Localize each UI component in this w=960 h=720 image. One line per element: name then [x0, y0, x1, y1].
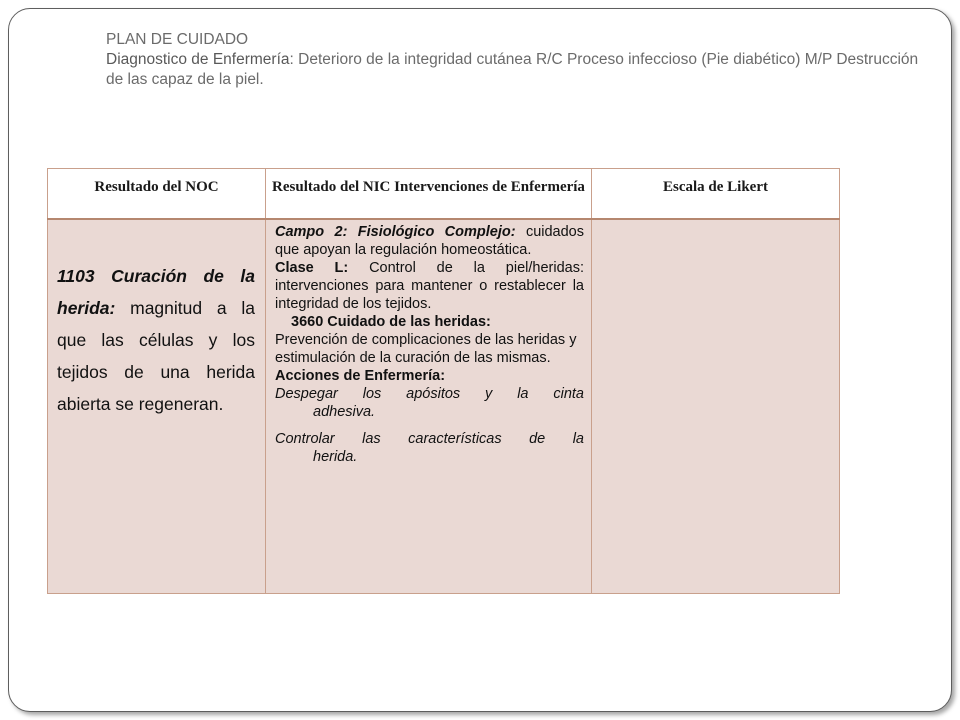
nic-action-1-line-2: adhesiva. [313, 403, 376, 420]
nic-clase-label: Clase L: [275, 259, 349, 276]
nic-action-1-line-1: Despegar los apósitos y la cinta [275, 385, 584, 402]
nic-cell [266, 219, 592, 594]
header-likert: Escala de Likert [592, 169, 840, 219]
nic-intervention-label: 3660 Cuidado de las heridas: [291, 313, 491, 330]
noc-text: magnitud a la que las células y los tejidos de una herida abierta se regeneran. [57, 297, 255, 414]
nic-clase [275, 259, 584, 313]
nic-intervention [275, 313, 584, 331]
noc-cell [48, 219, 266, 594]
nic-campo [275, 223, 584, 259]
likert-cell [592, 219, 840, 594]
nic-clase-text: Control de la piel/heridas: intervenciones para mantener o restablecer la integridad de los tejidos. [275, 259, 584, 312]
nic-actions-label: Acciones de Enfermería: [275, 367, 446, 384]
slide-header [106, 30, 926, 90]
care-plan-table [47, 168, 840, 594]
noc-title: 1103 Curación de la herida: [57, 265, 255, 318]
nic-campo-label: Campo 2: Fisiológico Complejo: [275, 223, 516, 240]
header-noc: Resultado del NOC [48, 169, 266, 219]
nic-action-2-line-2: herida. [313, 448, 358, 465]
header-nic: Resultado del NIC Intervenciones de Enfermería [266, 169, 592, 219]
diagnosis-label: Diagnostico de Enfermería [106, 51, 290, 68]
nic-campo-text: cuidados que apoyan la regulación homeostática. [275, 223, 584, 258]
nic-intervention-text: Prevención de complicaciones de las heridas y estimulación de la curación de las mismas. [275, 331, 577, 366]
diagnosis-text: : Deterioro de la integridad cutánea R/C Proceso infeccioso (Pie diabético) M/P Destrucción de las capaz de la piel. [106, 51, 919, 88]
table-row [48, 219, 840, 594]
diagnosis [106, 50, 926, 90]
plan-title: PLAN DE CUIDADO [106, 31, 249, 48]
table-header-row [48, 169, 840, 219]
nic-action-2-line-1: Controlar las características de la [275, 430, 584, 447]
